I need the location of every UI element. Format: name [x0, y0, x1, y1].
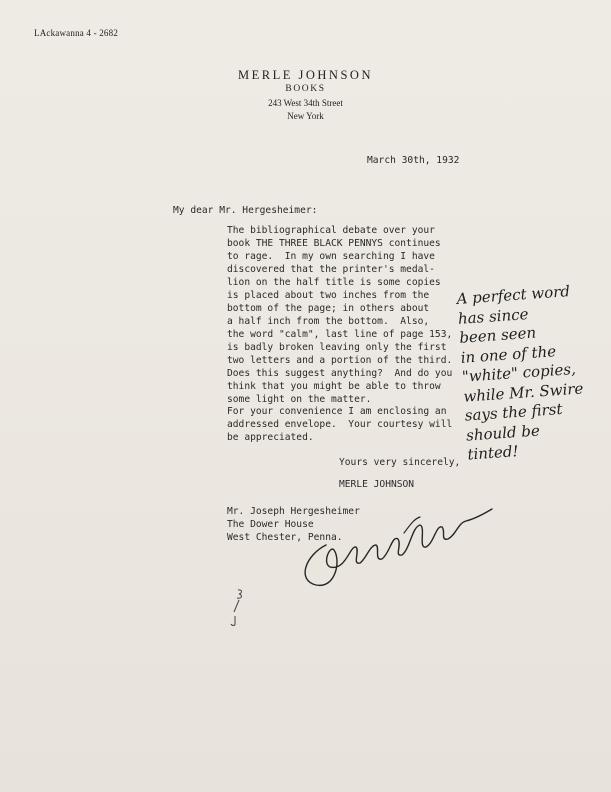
- letterhead-street: 243 West 34th Street: [268, 98, 343, 108]
- recipient-house: The Dower House: [227, 519, 314, 530]
- letterhead-phone: LAckawanna 4 - 2682: [34, 28, 119, 38]
- body-paragraph-1: The bibliographical debate over your book THE THREE BLACK PENNYS continues to rage. In my own searching I have discovered that the printer's medal- lion on the half title is some copies is placed about two inches from the bottom of the page; in others about a half inch from the bottom. Also, the word "calm", last line of page 153, is badly broken leaving only the first two letters and a portion of the third. Does this suggest anything? And do you think that you might be able to throw some light on the matter.: [227, 225, 453, 405]
- handwritten-note: A perfect word has since been seen in one of the "white" copies, while Mr. Swire says the first should be tinted!: [456, 282, 584, 464]
- letterhead-business: BOOKS: [285, 84, 326, 94]
- body-paragraph-2: For your convenience I am enclosing an addressed envelope. Your courtesy will be appreciated.: [227, 406, 453, 443]
- letterhead-name: MERLE JOHNSON: [238, 68, 373, 82]
- recipient-city: West Chester, Penna.: [227, 532, 343, 543]
- closing: Yours very sincerely,: [339, 457, 461, 468]
- letterhead-city: New York: [287, 111, 324, 121]
- salutation: My dear Mr. Hergesheimer:: [173, 205, 318, 216]
- handwritten-signature-image: [286, 505, 506, 595]
- margin-pencil-marks: [226, 588, 256, 628]
- recipient-name: Mr. Joseph Hergesheimer: [227, 506, 360, 517]
- letter-date: March 30th, 1932: [367, 155, 460, 166]
- typed-signature: MERLE JOHNSON: [339, 479, 415, 490]
